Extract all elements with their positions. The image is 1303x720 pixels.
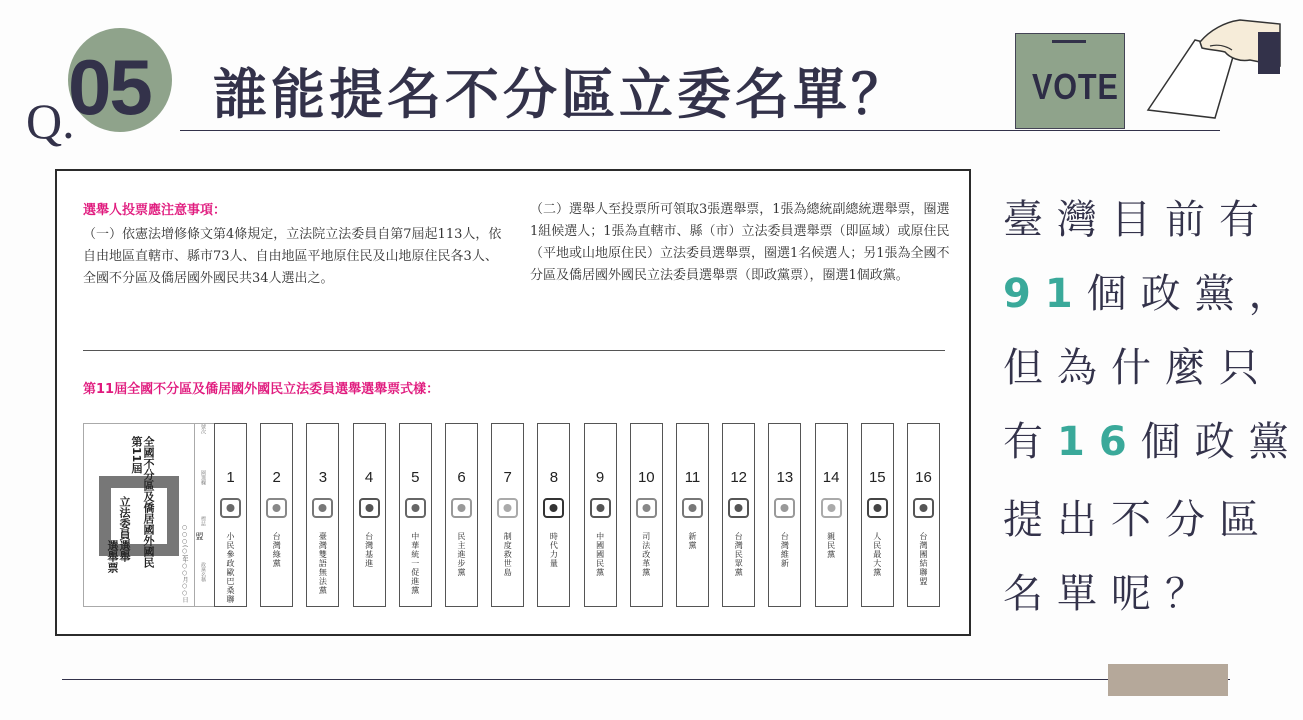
ballot-slot	[1052, 40, 1086, 43]
party-number: 3	[318, 469, 328, 486]
party-column	[445, 423, 478, 607]
side-line-3: 但為什麼只	[1003, 345, 1273, 391]
party-number: 6	[457, 469, 466, 486]
ballot-date-note: ○○○(○)年○○月○○日	[181, 524, 188, 603]
party-column	[306, 423, 339, 607]
strip-label: 標誌	[200, 516, 206, 526]
party-number: 8	[549, 469, 559, 486]
party-logo-icon	[866, 496, 889, 520]
party-number: 11	[684, 469, 701, 486]
party-name: 中華統一促進黨	[410, 532, 420, 595]
bottom-rule	[62, 679, 1230, 680]
party-column	[260, 423, 293, 607]
side-line-5: 提出不分區	[1003, 497, 1273, 543]
party-logo-icon	[635, 496, 658, 520]
party-logo-icon	[450, 496, 473, 520]
ballot-label-strip	[195, 423, 215, 607]
strip-label: 圈選欄	[200, 470, 206, 485]
party-number: 15	[868, 469, 886, 486]
party-logo-icon	[681, 496, 704, 520]
party-number: 2	[272, 469, 281, 486]
side-line-4	[1003, 410, 1303, 467]
strip-label: 政黨名稱	[200, 562, 206, 582]
party-logo-icon	[219, 496, 242, 520]
party-name: 台灣團結聯盟	[919, 532, 928, 586]
party-logo-icon	[912, 496, 935, 520]
party-name: 臺灣雙語無法黨	[318, 532, 328, 595]
party-logo-icon	[820, 496, 843, 520]
party-logo-icon	[311, 496, 334, 520]
party-number: 14	[822, 469, 840, 486]
question-prefix: Q.	[26, 93, 75, 149]
party-name: 新黨	[688, 532, 697, 550]
panel-divider	[83, 350, 945, 351]
party-number: 16	[915, 469, 932, 486]
party-column	[768, 423, 801, 607]
party-logo-icon	[496, 496, 519, 520]
page-title: 誰能提名不分區立委名單？	[213, 63, 909, 126]
title-underline	[180, 130, 1220, 131]
party-column	[722, 423, 755, 607]
ballot-title-scope: 全國不分區及僑居國外國民	[142, 436, 155, 568]
ballot-heading: 第11屆全國不分區及僑居國外國民立法委員選舉選舉票式樣：	[83, 382, 440, 397]
party-name: 民主進步黨	[457, 532, 466, 577]
party-column	[630, 423, 663, 607]
ballot-title-term: 第11屆	[130, 436, 143, 474]
party-column	[537, 423, 570, 607]
party-number: 4	[364, 469, 374, 486]
side-line-2	[1003, 262, 1303, 319]
party-number: 5	[411, 469, 420, 486]
party-column	[353, 423, 386, 607]
party-name: 時代力量	[549, 532, 559, 568]
party-name: 司法改革黨	[641, 532, 651, 577]
ballot-title-election: 立法委員選舉	[118, 496, 131, 562]
ballot-title-block	[83, 423, 195, 607]
party-logo-icon	[589, 496, 612, 520]
party-number: 1	[226, 469, 235, 486]
question-number: 05	[68, 43, 151, 131]
side-line-4-pre: 有	[1003, 419, 1057, 465]
side-line-1: 臺灣目前有	[1003, 197, 1273, 243]
vote-label: VOTE	[1032, 66, 1119, 107]
hand-with-ballot-icon	[1140, 10, 1280, 120]
party-number: 12	[730, 469, 748, 486]
party-name: 親民黨	[826, 532, 836, 559]
party-name: 台灣民眾黨	[734, 532, 744, 577]
party-number: 7	[503, 469, 512, 486]
party-logo-icon	[404, 496, 427, 520]
notice-paragraph-1: （一）依憲法增修條文第4條規定，立法院立法委員自第7屆起113人，依自由地區直轄市、縣市73人、自由地區平地原住民及山地原住民各3人、全國不分區及僑居國外國民共34人選出之。	[83, 227, 502, 286]
party-name: 台灣綠黨	[272, 532, 282, 568]
side-line-2-text: 個政黨，	[1086, 271, 1303, 317]
party-logo-icon	[265, 496, 288, 520]
party-number: 9	[595, 469, 605, 486]
party-column	[491, 423, 524, 607]
party-logo-icon	[542, 496, 565, 520]
party-name: 人民最大黨	[872, 532, 882, 577]
party-name: 台灣基進	[364, 532, 374, 568]
party-name: 中國國民黨	[595, 532, 605, 577]
tape-decoration	[1108, 664, 1228, 696]
party-logo-icon	[727, 496, 750, 520]
strip-label: 號次	[200, 424, 206, 434]
notice-paragraph-2: （二）選舉人至投票所可領取3張選舉票，1張為總統副總統選舉票，圈選1組候選人；1張為直轄市、縣（市）立法委員選舉票（即區域）或原住民（平地或山地原住民）立法委員選舉票，圈選1名候選人；另1張為全國不分區及僑居國外國民立法委員選舉票（即政黨票），圈選1個政黨。	[530, 202, 950, 283]
party-column	[399, 423, 432, 607]
party-logo-icon	[773, 496, 796, 520]
notice-heading: 選舉人投票應注意事項：	[83, 203, 227, 218]
ballot-title-ticket: 選舉票	[106, 540, 119, 573]
party-count-nominating: 16	[1057, 419, 1141, 465]
side-line-6: 名單呢？	[1003, 571, 1219, 617]
party-count-total: 91	[1003, 271, 1087, 317]
side-line-4-text: 個政黨	[1140, 419, 1303, 465]
party-column	[907, 423, 940, 607]
party-column	[815, 423, 848, 607]
party-number: 10	[637, 469, 655, 486]
party-column	[861, 423, 894, 607]
party-name: 小民參政歐巴桑聯盟	[195, 532, 235, 604]
party-number: 13	[776, 469, 794, 486]
party-column	[584, 423, 617, 607]
party-name: 制度救世島	[503, 532, 513, 577]
party-logo-icon	[358, 496, 381, 520]
party-name: 台灣維新	[780, 532, 790, 568]
party-column	[676, 423, 709, 607]
